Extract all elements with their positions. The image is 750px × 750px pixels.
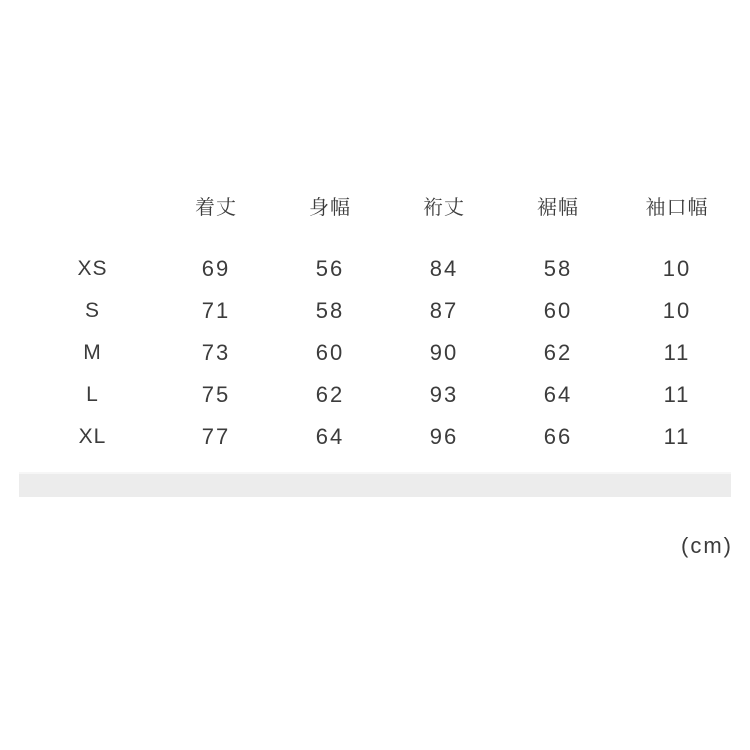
- size-value-cell: 84: [429, 256, 459, 281]
- size-value-cell: 11: [663, 340, 691, 365]
- size-value-cell: 66: [543, 424, 573, 449]
- size-value-cell: 11: [663, 382, 691, 407]
- size-value-cell: 73: [201, 340, 231, 365]
- row-label-l: L: [86, 383, 99, 406]
- size-value-cell: 75: [201, 382, 231, 407]
- size-value-cell: 64: [543, 382, 573, 407]
- unit-label: (cm): [681, 533, 733, 558]
- size-chart-table: [26, 188, 739, 458]
- size-value-cell: 69: [201, 256, 231, 281]
- size-chart-header-row: [26, 188, 739, 222]
- row-label-m: M: [83, 341, 102, 364]
- size-value-cell: 10: [662, 256, 692, 281]
- row-label-s: S: [84, 299, 100, 322]
- size-value-cell: 93: [429, 382, 459, 407]
- size-value-cell: 11: [663, 424, 691, 449]
- row-label-xs: XS: [77, 257, 108, 280]
- column-header-body-width: 身幅: [309, 196, 351, 219]
- size-value-cell: 87: [429, 298, 459, 323]
- size-value-cell: 10: [662, 298, 692, 323]
- size-value-cell: 96: [429, 424, 459, 449]
- size-value-cell: 60: [543, 298, 573, 323]
- row-label-xl: XL: [78, 425, 107, 448]
- size-value-cell: 60: [315, 340, 345, 365]
- divider-line: [19, 472, 731, 497]
- size-value-cell: 62: [543, 340, 573, 365]
- size-value-cell: 77: [201, 424, 231, 449]
- size-value-cell: 90: [429, 340, 459, 365]
- column-header-hem-width: 裾幅: [537, 196, 579, 219]
- column-header-body-length: 着丈: [195, 196, 237, 219]
- size-value-cell: 58: [543, 256, 573, 281]
- size-value-cell: 64: [315, 424, 345, 449]
- size-value-cell: 58: [315, 298, 345, 323]
- size-value-cell: 71: [201, 298, 231, 323]
- column-header-cuff-width: 袖口幅: [645, 196, 709, 219]
- size-value-cell: 56: [315, 256, 345, 281]
- column-header-sleeve-length: 裄丈: [423, 196, 465, 219]
- size-value-cell: 62: [315, 382, 345, 407]
- corner-empty-cell: [26, 188, 159, 222]
- size-chart-body: [26, 248, 739, 458]
